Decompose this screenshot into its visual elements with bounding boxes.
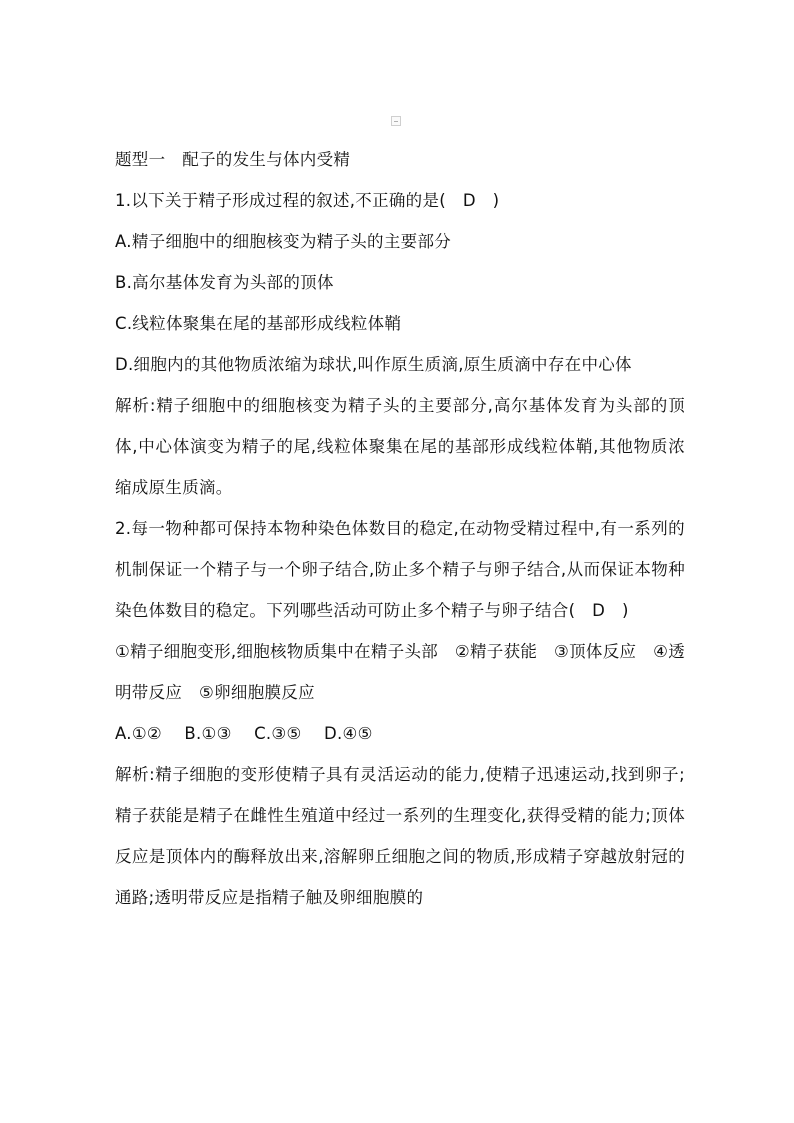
question-1-option-d: D.细胞内的其他物质浓缩为球状,叫作原生质滴,原生质滴中存在中心体 (115, 355, 632, 374)
question-2-stem: 2.每一物种都可保持本物种染色体数目的稳定,在动物受精过程中,有一系列的机制保证一个精子与一个卵子结合,防止多个精子与卵子结合,从而保证本物种染色体数目的稳定。下列哪些活动可防止多个精子与卵子结合( D ) (115, 519, 685, 620)
question-1-analysis: 解析:精子细胞中的细胞核变为精子头的主要部分,高尔基体发育为头部的顶体,中心体演变为精子的尾,线粒体聚集在尾的基部形成线粒体鞘,其他物质浓缩成原生质滴。 (115, 396, 685, 497)
section-title: 题型一 配子的发生与体内受精 (115, 150, 351, 169)
document-body (115, 139, 685, 918)
question-1-option-a: A.精子细胞中的细胞核变为精子头的主要部分 (115, 232, 452, 251)
question-2-options: A.①② B.①③ C.③⑤ D.④⑤ (115, 724, 373, 743)
question-1-option-c: C.线粒体聚集在尾的基部形成线粒体鞘 (115, 314, 402, 333)
question-2-items: ①精子细胞变形,细胞核物质集中在精子头部 ②精子获能 ③顶体反应 ④透明带反应 ⑤卵细胞膜反应 (115, 642, 685, 702)
question-1-stem: 1.以下关于精子形成过程的叙述,不正确的是( D ) (115, 191, 500, 210)
question-1-option-b: B.高尔基体发育为头部的顶体 (115, 273, 334, 292)
image-placeholder-icon (391, 116, 401, 126)
question-2-analysis: 解析:精子细胞的变形使精子具有灵活运动的能力,使精子迅速运动,找到卵子;精子获能是精子在雌性生殖道中经过一系列的生理变化,获得受精的能力;顶体反应是顶体内的酶释放出来,溶解卵丘细胞之间的物质,形成精子穿越放射冠的通路;透明带反应是指精子触及卵细胞膜的 (115, 765, 685, 907)
